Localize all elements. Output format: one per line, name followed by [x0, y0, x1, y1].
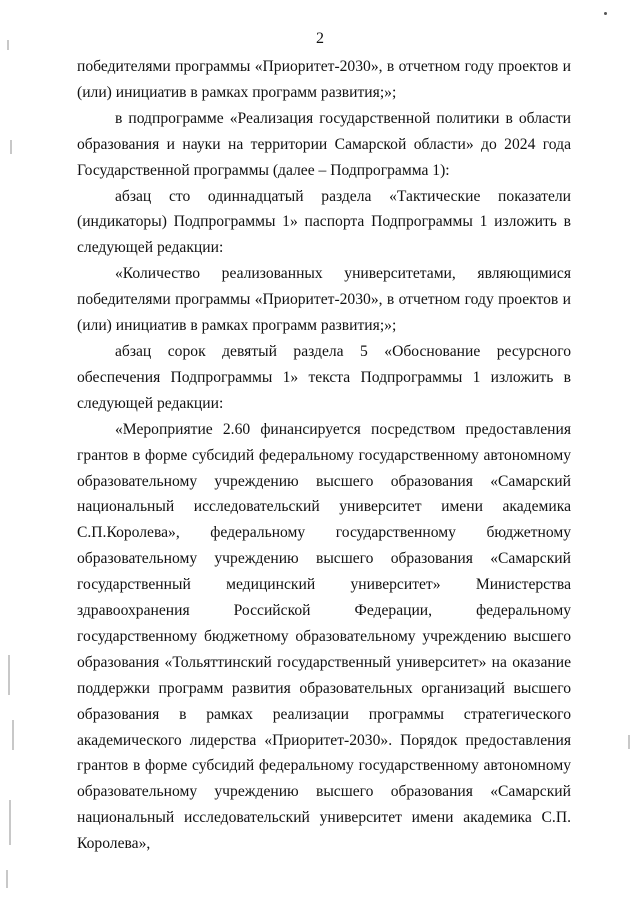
- paragraph-subprogram-intro: в подпрограмме «Реализация государственной политики в области образования и науки на территории Самарской области» до 2024 года Государственной программы (далее – Подпрограмма 1):: [77, 109, 571, 179]
- scan-artifact: [10, 140, 12, 154]
- scan-artifact: [7, 40, 9, 50]
- paragraph-quote-indicator: «Количество реализованных университетами, являющимися победителями программы «Приоритет-2030», в отчетном году проектов и (или) инициатив в рамках программ развития;»;: [77, 265, 571, 335]
- paragraph-amendment-49: абзац сорок девятый раздела 5 «Обоснование ресурсного обеспечения Подпрограммы 1» текста Подпрограммы 1 изложить в следующей редакции:: [77, 342, 571, 412]
- page-number: 2: [316, 30, 324, 47]
- scan-artifact: [604, 12, 607, 15]
- scan-artifact: [12, 720, 14, 750]
- scan-artifact: [9, 800, 11, 845]
- scan-artifact: [628, 735, 630, 749]
- paragraph-amendment-111: абзац сто одиннадцатый раздела «Тактические показатели (индикаторы) Подпрограммы 1» паспорта Подпрограммы 1 изложить в следующей редакции:: [77, 187, 571, 257]
- paragraph-continuation: победителями программы «Приоритет-2030», в отчетном году проектов и (или) инициатив в рамках программ развития;»;: [77, 58, 571, 101]
- scan-artifact: [8, 655, 10, 695]
- paragraph-quote-measure: «Мероприятие 2.60 финансируется посредством предоставления грантов в форме субсидий федеральному государственному автономному образовательному учреждению высшего образования «Самарский национальный исследовательский университет имени академика С.П.Королева», федеральному государственному бюджетному образовательному учреждению высшего образования «Самарский государственный медицинский университет» Министерства здравоохранения Российской Федерации, федеральному государственному бюджетному образовательному учреждению высшего образования «Тольяттинский государственный университет» на оказание поддержки программ развития образовательных организаций высшего образования в рамках реализации программы стратегического академического лидерства «Приоритет-2030». Порядок предоставления грантов в форме субсидий федеральному государственному автономному образовательному учреждению высшего образования «Самарский национальный исследовательский университет имени академика С.П. Королева»,: [77, 420, 571, 853]
- scan-artifact: [6, 870, 8, 888]
- document-body: [77, 54, 571, 857]
